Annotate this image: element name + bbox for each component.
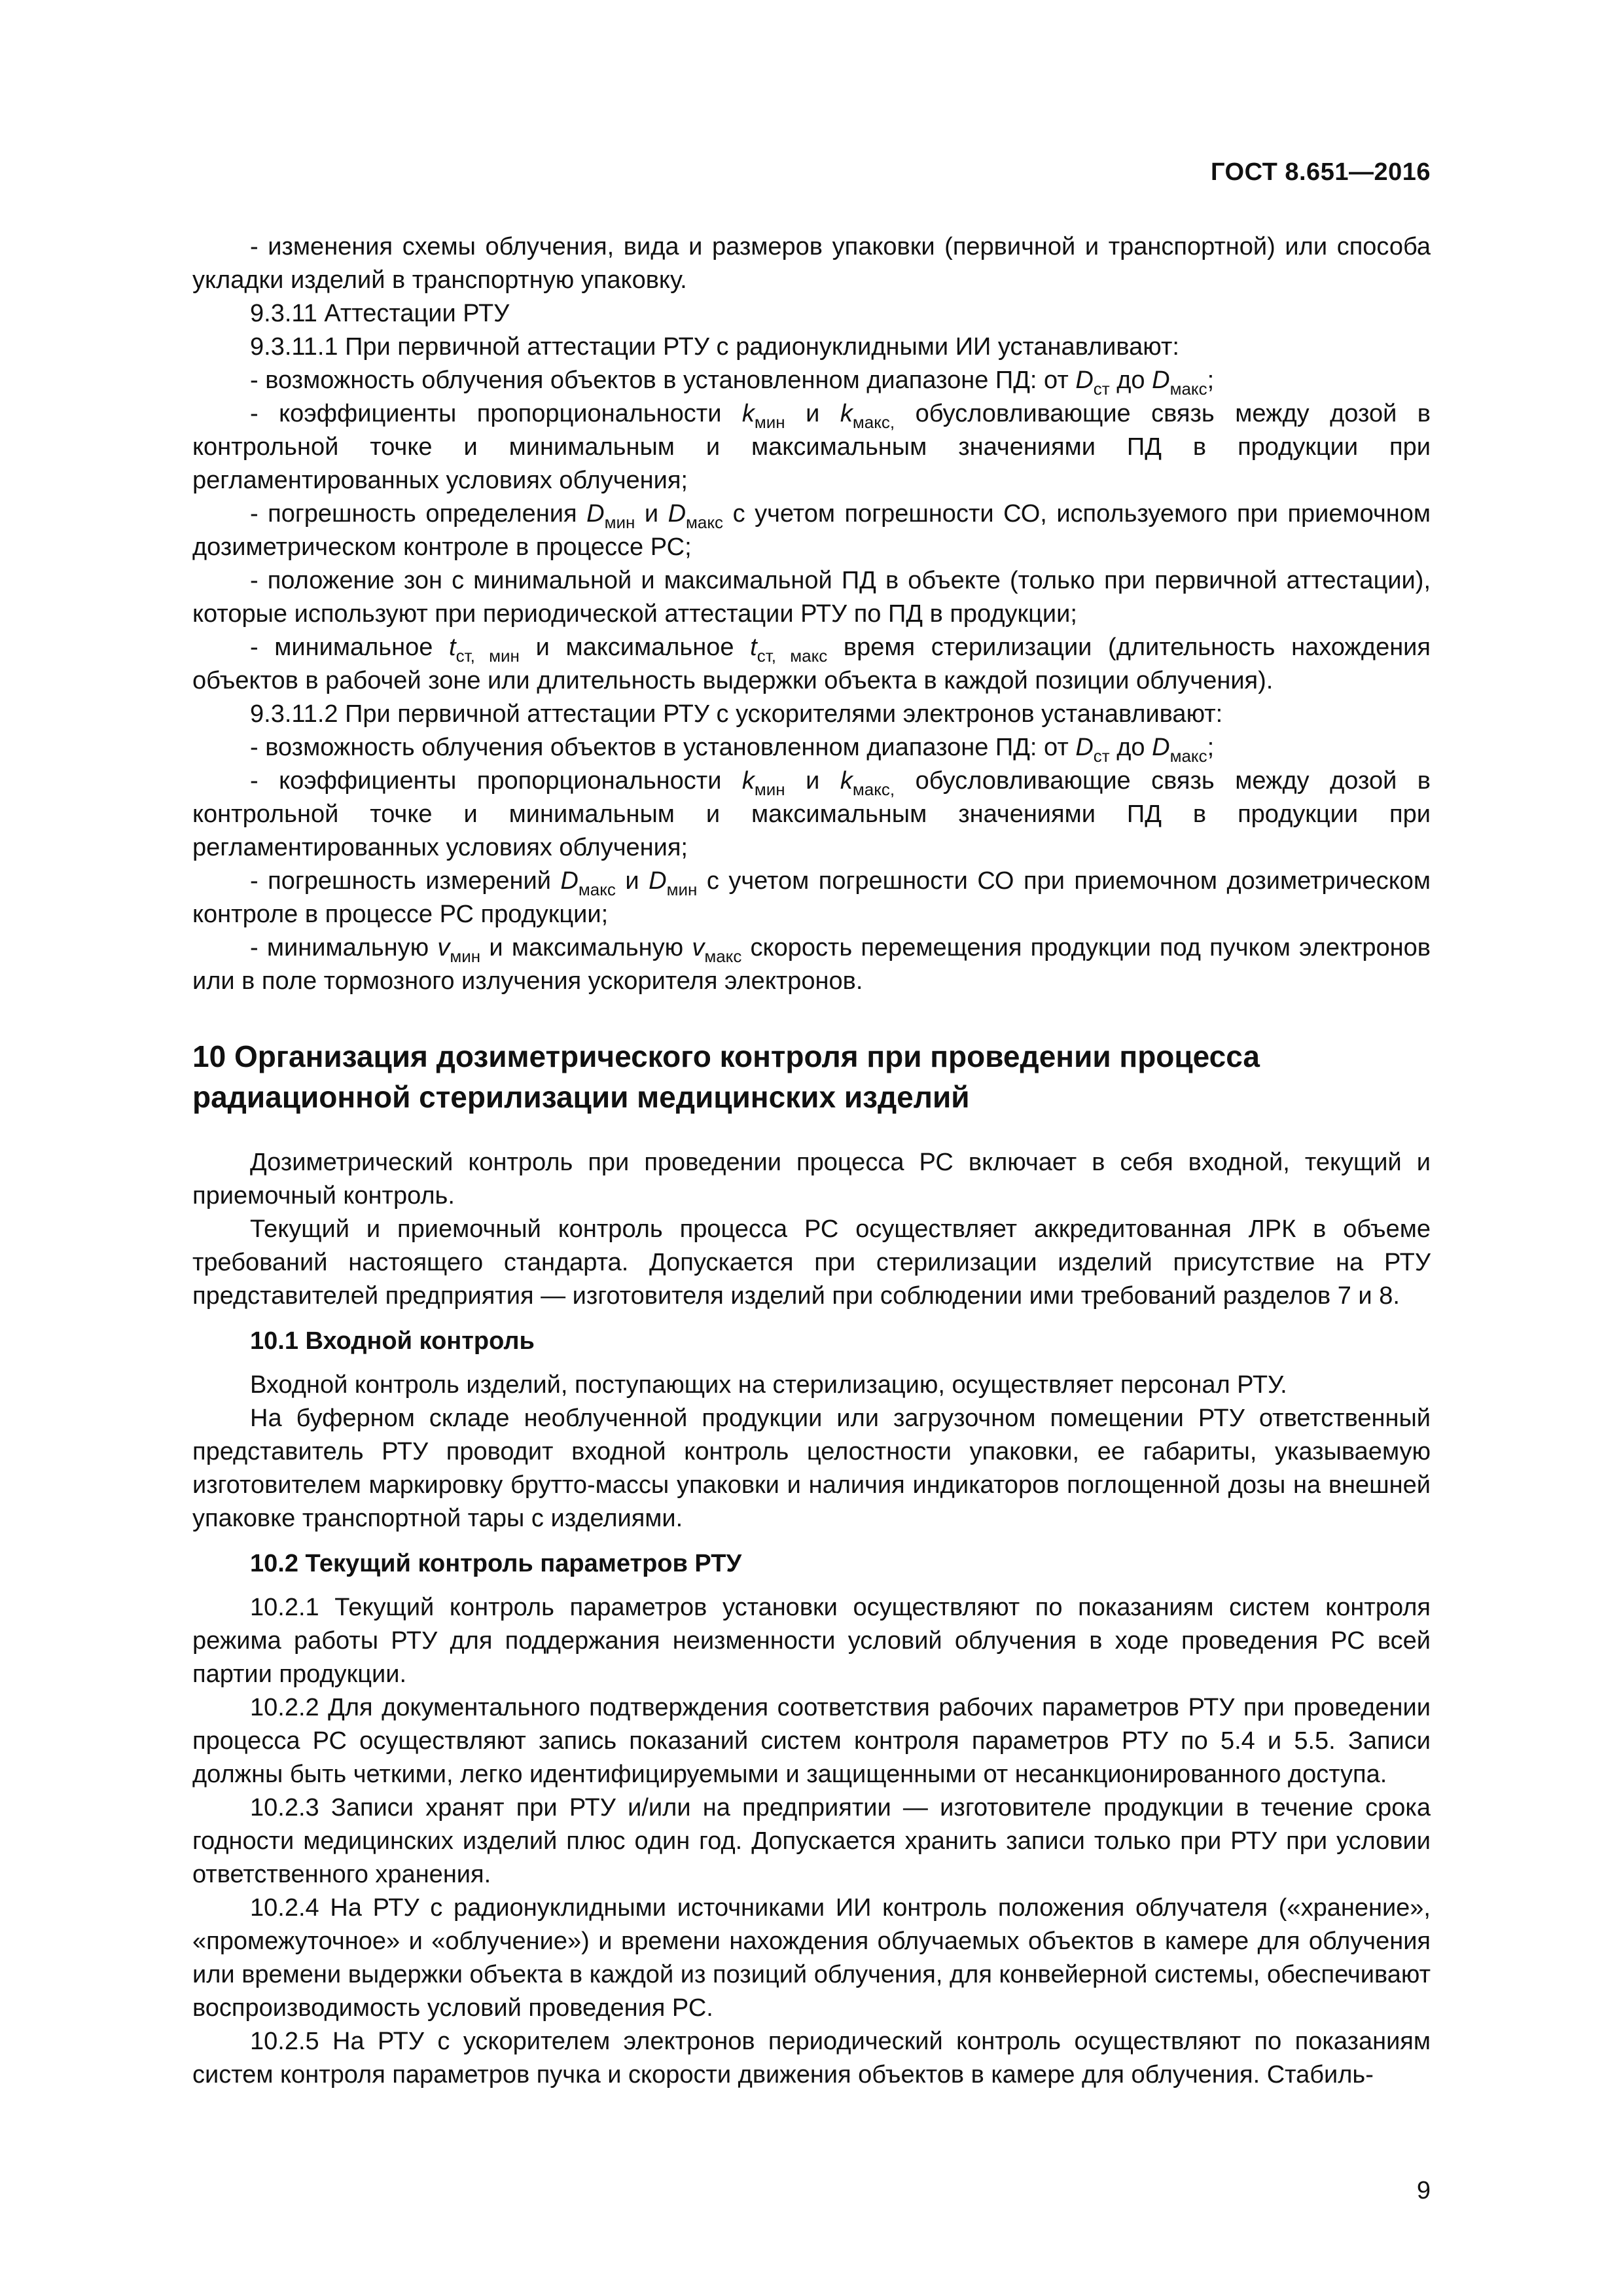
subsection-10-2-heading: 10.2 Текущий контроль параметров РТУ	[250, 1550, 742, 1577]
paragraph: Текущий и приемочный контроль процесса РС осуществляет аккредитованная ЛРК в объеме требований настоящего стандарта. Допускается при стерилизации изделий присутствие на РТУ представителей предприятия — изготовителя изделий при соблюдении ими требований разделов 7 и 8.	[192, 1215, 1431, 1310]
clause-10-2-5: 10.2.5 На РТУ с ускорителем электронов периодический контроль осуществляют по показаниям систем контроля параметров пучка и скорости движения объектов в камере для облучения. Стабиль-	[192, 2028, 1431, 2089]
list-item: - погрешность определения $D_{мин}$ и $D_{макс}$ с учетом погрешности СО, используемого при приемочном дозиметрическом контроле в процессе РС;	[192, 500, 1431, 561]
paragraph: - изменения схемы облучения, вида и размеров упаковки (первичной и транспортной) или способа укладки изделий в транспортную упаковку.	[192, 233, 1431, 294]
clause-heading-9-3-11: 9.3.11 Аттестации РТУ	[250, 300, 510, 327]
section-10-heading: 10 Организация дозиметрического контроля при проведении процесса радиационной стерилизации медицинских изделий	[192, 1039, 1260, 1114]
list-item: - коэффициенты пропорциональности $k_{мин}$ и $k_{макс,}$ обусловливающие связь между дозой в контрольной точке и минимальным и максимальным значениями ПД в продукции при регламентированных условиях облучения;	[192, 767, 1431, 861]
list-item: - минимальную $v_{мин}$ и максимальную $v_{макс}$ скорость перемещения продукции под пучком электронов или в поле тормозного излучения ускорителя электронов.	[192, 934, 1431, 995]
clause-9-3-11-1: 9.3.11.1 При первичной аттестации РТУ с радионуклидными ИИ устанавливают:	[250, 333, 1179, 361]
list-item: - минимальное $t_{ст, мин}$ и максимальное $t_{ст, макс}$ время стерилизации (длительность нахождения объектов в рабочей зоне или длительность выдержки объекта в каждой позиции облучения).	[192, 634, 1431, 694]
paragraph: Дозиметрический контроль при проведении процесса РС включает в себя входной, текущий и приемочный контроль.	[192, 1149, 1431, 1210]
clause-10-2-1: 10.2.1 Текущий контроль параметров установки осуществляют по показаниям систем контроля режима работы РТУ для поддержания неизменности условий облучения в ходе проведения РС всей партии продукции.	[192, 1594, 1431, 1688]
document-id-header: ГОСТ 8.651—2016	[1211, 158, 1431, 186]
list-item: - положение зон с минимальной и максимальной ПД в объекте (только при первичной аттестации), которые используют при периодической аттестации РТУ по ПД в продукции;	[192, 567, 1431, 628]
clause-10-2-4: 10.2.4 На РТУ с радионуклидными источниками ИИ контроль положения облучателя («хранение», «промежуточное» и «облучение») и времени нахождения облучаемых объектов в камере для облучения или времени выдержки объекта в каждой из позиций облучения, для конвейерной системы, обеспечивают воспроизводимость условий проведения РС.	[192, 1894, 1431, 2022]
paragraph: Входной контроль изделий, поступающих на стерилизацию, осуществляет персонал РТУ.	[250, 1371, 1287, 1399]
subsection-10-1-heading: 10.1 Входной контроль	[250, 1327, 535, 1355]
list-item: - возможность облучения объектов в установленном диапазоне ПД: от $D_{ст}$ до $D_{макс}$;	[250, 367, 1215, 399]
list-item: - возможность облучения объектов в установленном диапазоне ПД: от $D_{ст}$ до $D_{макс}$;	[250, 734, 1215, 766]
clause-10-2-2: 10.2.2 Для документального подтверждения соответствия рабочих параметров РТУ при проведении процесса РС осуществляют запись показаний систем контроля параметров РТУ по 5.4 и 5.5. Записи должны быть четкими, легко идентифицируемыми и защищенными от несанкционированного доступа.	[192, 1694, 1431, 1788]
page-number: 9	[1416, 2177, 1431, 2204]
clause-9-3-11-2: 9.3.11.2 При первичной аттестации РТУ с ускорителями электронов устанавливают:	[250, 700, 1223, 728]
list-item: - погрешность измерений $D_{макс}$ и $D_{мин}$ с учетом погрешности СО при приемочном дозиметрическом контроле в процессе РС продукции;	[192, 867, 1431, 928]
paragraph: На буферном складе необлученной продукции или загрузочном помещении РТУ ответственный представитель РТУ проводит входной контроль целостности упаковки, ее габариты, указываемую изготовителем маркировку брутто-массы упаковки и наличия индикаторов поглощенной дозы на внешней упаковке транспортной тары с изделиями.	[192, 1405, 1431, 1532]
clause-10-2-3: 10.2.3 Записи хранят при РТУ и/или на предприятии — изготовителе продукции в течение срока годности медицинских изделий плюс один год. Допускается хранить записи только при РТУ при условии ответственного хранения.	[192, 1794, 1431, 1888]
list-item: - коэффициенты пропорциональности $k_{мин}$ и $k_{макс,}$ обусловливающие связь между дозой в контрольной точке и минимальным и максимальным значениями ПД в продукции при регламентированных условиях облучения;	[192, 400, 1431, 494]
document-body	[192, 230, 1431, 2092]
